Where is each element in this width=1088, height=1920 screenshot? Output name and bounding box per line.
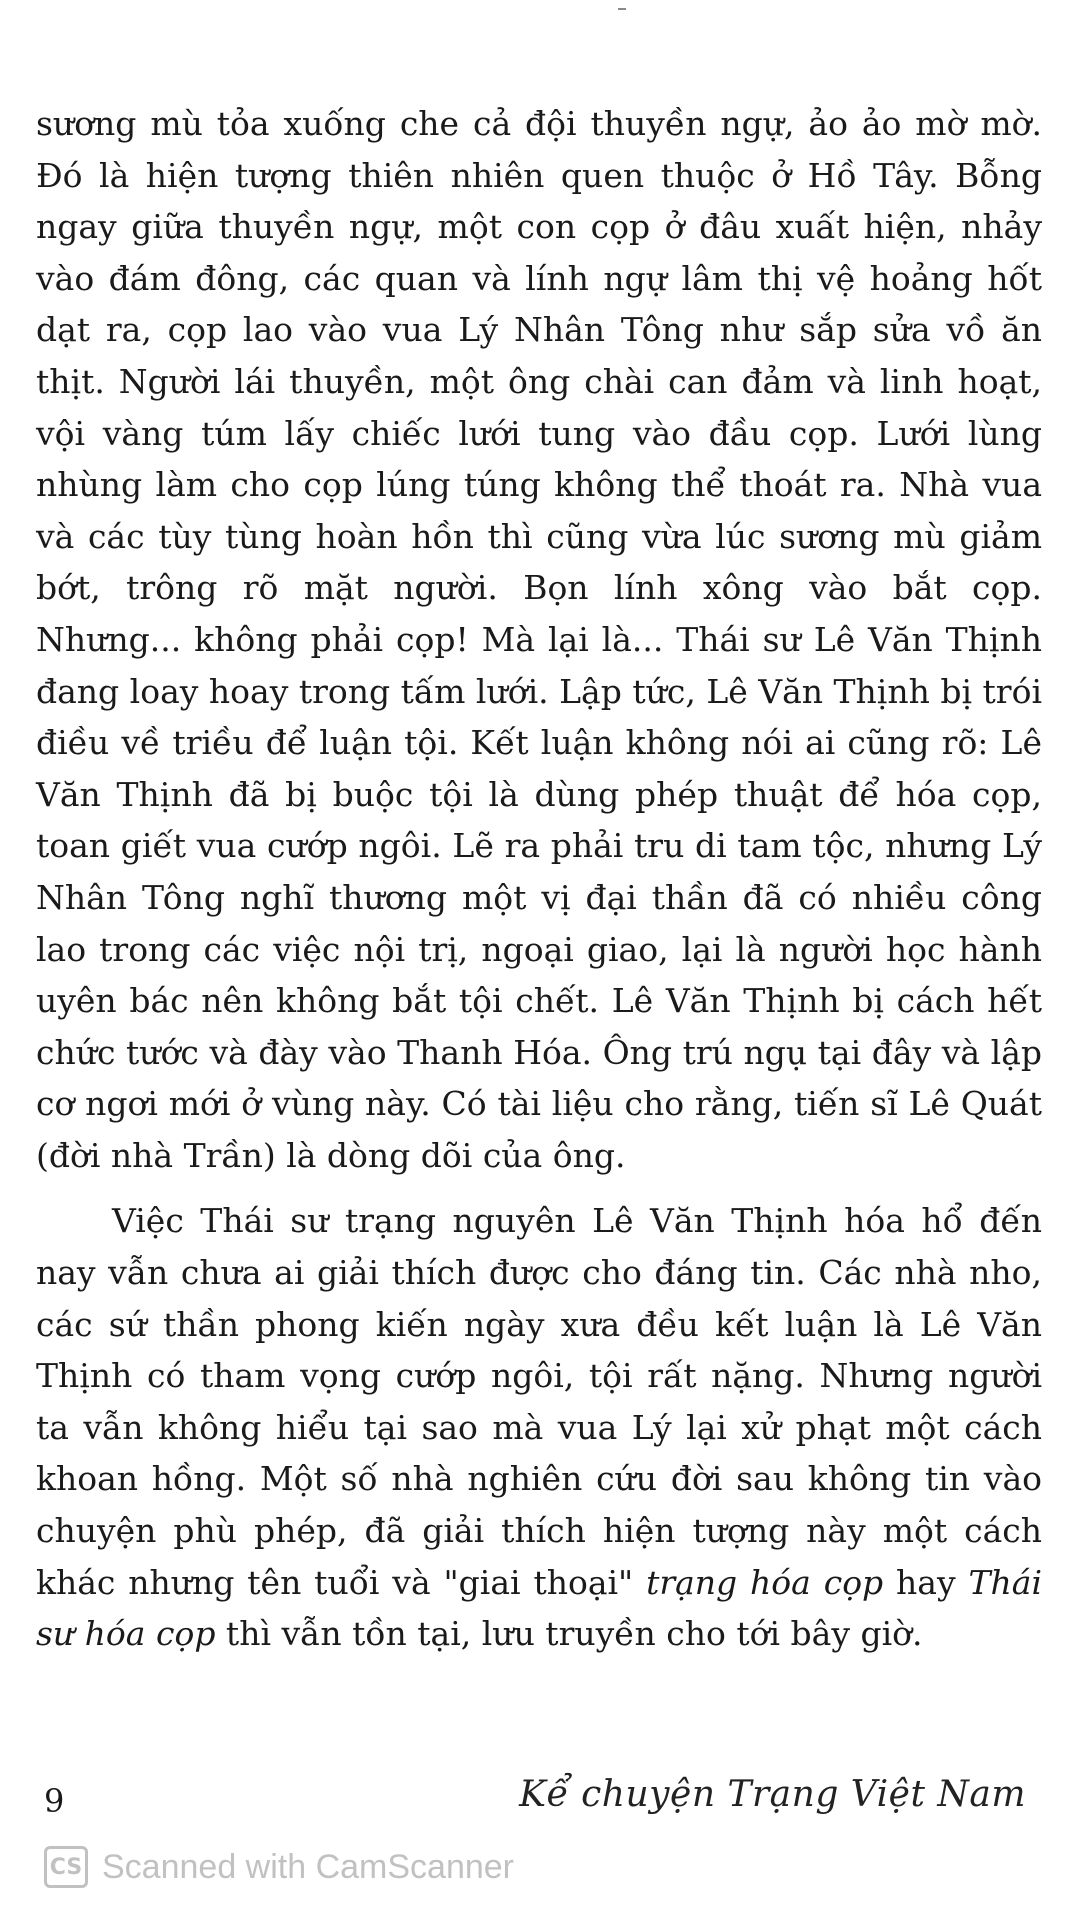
paragraph-1: sương mù tỏa xuống che cả đội thuyền ngự, ảo ảo mờ mờ. Đó là hiện tượng thiên nhiên quen thuộc ở Hồ Tây. Bỗng ngay giữa thuyền ngự, một con cọp ở đâu xuất hiện, nhảy vào đám đông, các quan và lính ngự lâm thị vệ hoảng hốt dạt ra, cọp lao vào vua Lý Nhân Tông như sắp sửa vồ ăn thịt. Người lái thuyền, một ông chài can đảm và linh hoạt, vội vàng túm lấy chiếc lưới tung vào đầu cọp. Lưới lùng nhùng làm cho cọp lúng túng không thể thoát ra. Nhà vua và các tùy tùng hoàn hồn thì cũng vừa lúc sương mù giảm bớt, trông rõ mặt người. Bọn lính xông vào bắt cọp. Nhưng... không phải cọp! Mà lại là... Thái sư Lê Văn Thịnh đang loay hoay trong tấm lưới. Lập tức, Lê Văn Thịnh bị trói điều về triều để luận tội. Kết luận không nói ai cũng rõ: Lê Văn Thịnh đã bị buộc tội là dùng phép thuật để hóa cọp, toan giết vua cướp ngôi. Lẽ ra phải tru di tam tộc, nhưng Lý Nhân Tông nghĩ thương một vị đại thần đã có nhiều công lao trong các việc nội trị, ngoại giao, lại là người học hành uyên bác nên không bắt tội chết. Lê Văn Thịnh bị cách hết chức tước và đày vào Thanh Hóa. Ông trú ngụ tại đây và lập cơ ngơi mới ở vùng này. Có tài liệu cho rằng, tiến sĩ Lê Quát (đời nhà Trần) là dòng dõi của ông. [36,104,1042,1175]
page-body [36,98,1042,1660]
paragraph-2 [36,1195,1042,1659]
paragraph-2-text-1: Việc Thái sư trạng nguyên Lê Văn Thịnh hóa hổ đến nay vẫn chưa ai giải thích được cho đáng tin. Các nhà nho, các sứ thần phong kiến ngày xưa đều kết luận là Lê Văn Thịnh có tham vọng cướp ngôi, tội rất nặng. Nhưng người ta vẫn không hiểu tại sao mà vua Lý lại xử phạt một cách khoan hồng. Một số nhà nghiên cứu đời sau không tin vào chuyện phù phép, đã giải thích hiện tượng này một cách khác nhưng tên tuổi và "giai thoại" [36,1201,1042,1602]
watermark-text: Scanned with CamScanner [102,1847,515,1886]
camscanner-watermark [44,1846,514,1888]
camscanner-logo-icon: CS [44,1846,88,1888]
running-title: Kể chuyện Trạng Việt Nam [519,1774,1026,1815]
paragraph-2-text-2: hay [883,1562,969,1602]
paragraph-2-text-3: thì vẫn tồn tại, lưu truyền cho tới bây giờ. [215,1614,923,1654]
scan-speck [618,8,626,10]
page-number: 9 [44,1782,65,1820]
italic-phrase-trang-hoa-cop: trạng hóa cọp [646,1562,884,1602]
italic-phrase-thai-su-hoa-cop: Thái sư hóa cọp [36,1562,1042,1654]
